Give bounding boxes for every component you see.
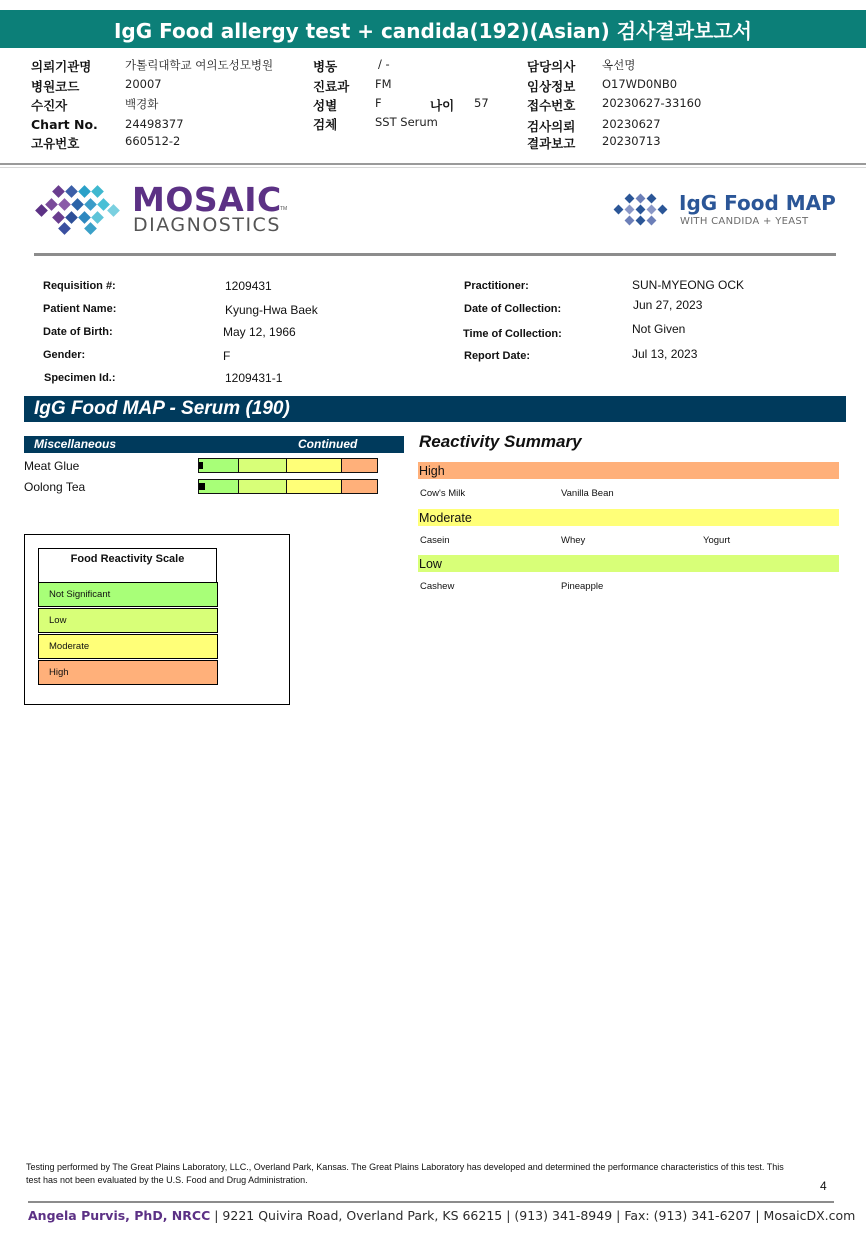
header-label: 나이: [430, 98, 455, 113]
report-title: IgG Food allergy test + candida(192)(Asian) 검사결과보고서: [113, 18, 753, 43]
summary-item: Pineapple: [561, 581, 604, 592]
reactivity-level-marker: [199, 483, 205, 490]
bar-segment-moderate: [287, 480, 342, 493]
header-divider: [0, 167, 866, 168]
patient-value: SUN-MYEONG OCK: [632, 278, 745, 292]
patient-value: 1209431-1: [225, 371, 283, 385]
header-value: SST Serum: [375, 115, 438, 129]
header-value: 백경화: [125, 97, 159, 111]
bar-segment-moderate: [287, 459, 342, 472]
lab-disclaimer: Testing performed by The Great Plains Laboratory, LLC., Overland Park, Kansas. The Great Plains Laboratory has developed and determined the performance characteristics of this test. This test has not been evaluated by the U.S. Food and Drug Administration.: [26, 1162, 784, 1185]
header-value: 20230627-33160: [602, 96, 702, 110]
food-name: Meat Glue: [24, 459, 80, 473]
header-label: 병동: [313, 59, 338, 74]
header-value: 20230627: [602, 117, 661, 131]
summary-title: Reactivity Summary: [419, 432, 582, 451]
scale-level-low: Low: [38, 608, 218, 633]
header-label: 성별: [313, 98, 338, 113]
patient-label: Report Date:: [464, 350, 531, 362]
food-map-logo-subtitle: WITH CANDIDA + YEAST: [680, 216, 809, 227]
footer-contact-line: [28, 1208, 855, 1223]
summary-item: Whey: [561, 535, 586, 546]
patient-value: 1209431: [225, 279, 272, 293]
report-title-banner: [0, 10, 866, 48]
header-value: / -: [378, 57, 390, 71]
summary-level-moderate: [418, 509, 839, 526]
summary-level-label: Low: [419, 556, 442, 571]
patient-label: Requisition #:: [43, 280, 116, 292]
reactivity-level-marker: [199, 462, 203, 469]
summary-item: Cow's Milk: [420, 488, 466, 499]
header-label: 진료과: [313, 79, 350, 94]
header-label: 담당의사: [527, 59, 576, 74]
header-label: 임상정보: [527, 79, 576, 94]
diagnostics-logo-text: DIAGNOSTICS: [133, 214, 281, 236]
header-value: 20007: [125, 77, 162, 91]
bar-segment-high: [342, 480, 377, 493]
mosaic-logo-text: MOSAIC: [132, 180, 282, 219]
summary-level-high: [418, 462, 839, 479]
header-value: 57: [474, 96, 489, 110]
bar-segment-not-significant: [199, 480, 239, 493]
bar-segment-low: [239, 480, 287, 493]
header-label: Chart No.: [31, 117, 98, 132]
bar-segment-low: [239, 459, 287, 472]
patient-value: F: [223, 349, 231, 363]
food-map-logo-text: IgG Food MAP: [679, 191, 836, 215]
header-value: 옥선명: [602, 58, 636, 72]
summary-item: Yogurt: [703, 535, 731, 546]
bar-segment-not-significant: [199, 459, 239, 472]
summary-level-label: High: [419, 463, 445, 478]
patient-label: Time of Collection:: [463, 328, 562, 340]
category-name: Miscellaneous: [34, 437, 117, 451]
header-value: 20230713: [602, 134, 661, 148]
logo-divider: [34, 253, 836, 256]
food-name: Oolong Tea: [24, 480, 86, 494]
header-label: 검사의뢰: [527, 119, 576, 134]
header-value: F: [375, 96, 382, 110]
scale-level-not-significant: Not Significant: [38, 582, 218, 607]
header-value: O17WD0NB0: [602, 77, 678, 91]
bar-segment-high: [342, 459, 377, 472]
patient-label: Patient Name:: [43, 303, 117, 315]
footer-divider: [28, 1201, 834, 1203]
header-label: 접수번호: [527, 98, 576, 113]
header-label: 결과보고: [527, 136, 576, 151]
section-title: IgG Food MAP - Serum (190): [34, 398, 290, 419]
lab-contact-info: | 9221 Quivira Road, Overland Park, KS 66215 | (913) 341-8949 | Fax: (913) 341-6207 | MosaicDX.com: [210, 1208, 856, 1223]
header-label: 고유번호: [31, 136, 80, 151]
patient-value: Kyung-Hwa Baek: [225, 303, 318, 317]
food-map-diamond-icon: [612, 193, 674, 229]
summary-item: Casein: [420, 535, 450, 546]
page-number: 4: [820, 1179, 827, 1193]
category-status: Continued: [298, 437, 358, 451]
category-header: [24, 436, 404, 453]
patient-value: Jun 27, 2023: [633, 298, 703, 312]
header-value: 24498377: [125, 117, 184, 131]
scale-title: Food Reactivity Scale: [38, 548, 217, 583]
patient-label: Date of Collection:: [464, 303, 562, 315]
reactivity-bar: [198, 458, 378, 473]
trademark-mark: TM: [280, 206, 288, 212]
header-label: 병원코드: [31, 79, 80, 94]
section-title-bar: [24, 396, 846, 422]
header-label: 수진자: [31, 98, 68, 113]
scale-level-high: High: [38, 660, 218, 685]
patient-value: Not Given: [632, 322, 686, 336]
patient-label: Gender:: [43, 349, 86, 361]
mosaic-diamond-logo-icon: [34, 184, 124, 236]
header-label: 검체: [313, 117, 338, 132]
header-value: 660512-2: [125, 134, 181, 148]
header-value: 가톨릭대학교 여의도성모병원: [125, 58, 274, 72]
summary-item: Vanilla Bean: [561, 488, 614, 499]
scale-level-moderate: Moderate: [38, 634, 218, 659]
patient-label: Date of Birth:: [43, 326, 113, 338]
director-name: Angela Purvis, PhD, NRCC: [28, 1208, 211, 1223]
patient-label: Specimen Id.:: [44, 372, 116, 384]
patient-value: Jul 13, 2023: [632, 347, 698, 361]
patient-value: May 12, 1966: [223, 325, 296, 339]
header-value: FM: [375, 77, 392, 91]
header-label: 의뢰기관명: [31, 59, 92, 74]
reactivity-bar: [198, 479, 378, 494]
summary-item: Cashew: [420, 581, 455, 592]
patient-label: Practitioner:: [464, 280, 529, 292]
header-divider: [0, 163, 866, 165]
summary-level-low: [418, 555, 839, 572]
summary-level-label: Moderate: [419, 510, 472, 525]
